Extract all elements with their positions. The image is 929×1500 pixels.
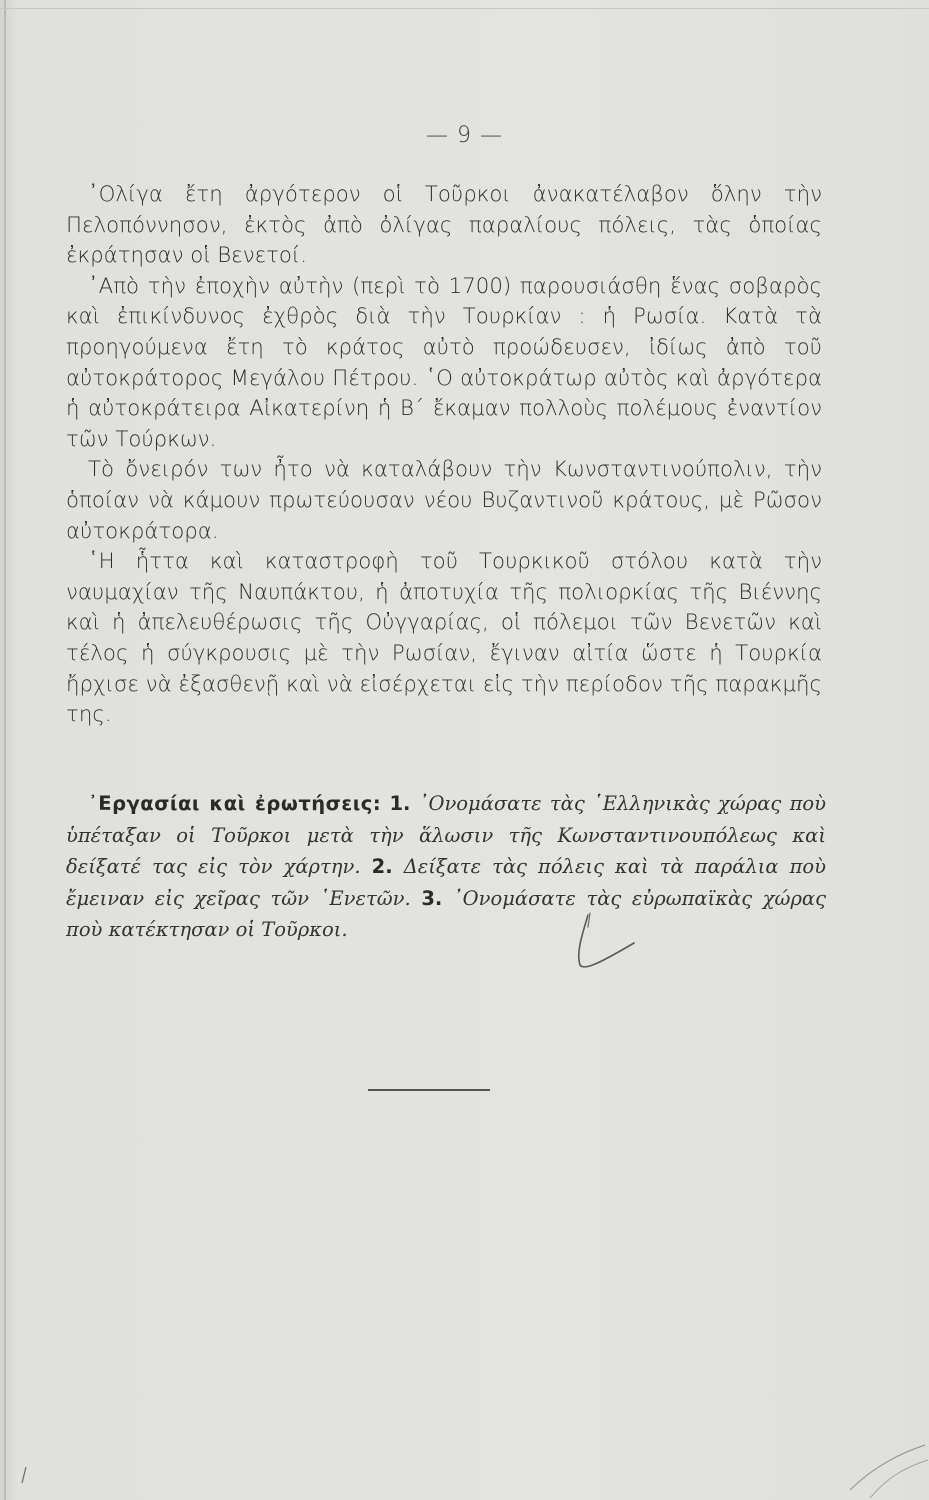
- pencil-scribble-icon: [840, 1440, 929, 1500]
- paragraph-2: ᾿Απὸ τὴν ἐποχὴν αὐτὴν (περὶ τὸ 1700) παρουσιάσθη ἕνας σοβαρὸς καὶ ἐπικίνδυνος ἐχθρὸς διὰ τὴν Τουρκίαν : ἡ Ρωσία. Κατὰ τὰ προηγούμενα ἔτη τὸ κράτος αὐτὸ προώδευσεν, ἰδίως ἀπὸ τοῦ αὐτοκράτορος Μεγάλου Πέτρου. ῾Ο αὐτοκράτωρ αὐτὸς καὶ ἀργότερα ἡ αὐτοκράτειρα Αἰκατερίνη ἡ Β΄ ἔκαμαν πολλοὺς πολέμους ἐναντίον τῶν Τούρκων.: [66, 273, 822, 452]
- exercise-number-1: 1.: [389, 792, 411, 815]
- section-divider: [368, 1089, 490, 1091]
- exercises-section: [66, 788, 826, 946]
- page-number: — 9 —: [426, 123, 503, 148]
- body-text: [66, 180, 822, 731]
- paragraph-4: ῾Η ἧττα καὶ καταστροφὴ τοῦ Τουρκικοῦ στόλου κατὰ τὴν ναυμαχίαν τῆς Ναυπάκτου, ἡ ἀποτυχία τῆς πολιορκίας τῆς Βιέννης καὶ ἡ ἀπελευθέρωσις τῆς Οὐγγαρίας, οἱ πόλεμοι τῶν Βενετῶν καὶ τέλος ἡ σύγκρουσις μὲ τὴν Ρωσίαν, ἔγιναν αἰτία ὥστε ἡ Τουρκία ἤρχισε νὰ ἐξασθενῇ καὶ νὰ εἰσέρχεται εἰς τὴν περίοδον τῆς παρακμῆς της.: [66, 549, 822, 728]
- pencil-checkmark-icon: [560, 905, 640, 975]
- paragraph-3: Τὸ ὄνειρόν των ἦτο νὰ καταλάβουν τὴν Κωνσταντινούπολιν, τὴν ὁποίαν νὰ κάμουν πρωτεύουσαν νέου Βυζαντινοῦ κράτους, μὲ Ρῶσον αὐτοκράτορα.: [66, 457, 822, 544]
- exercises-paragraph: [66, 788, 826, 946]
- page-edge-left: [4, 0, 6, 1500]
- exercise-number-3: 3.: [421, 886, 443, 910]
- exercise-text-2: Δείξατε τὰς πόλεις καὶ τὰ παράλια ποὺ ἔμειναν εἰς χεῖρας τῶν ῾Ενετῶν.: [66, 855, 827, 910]
- exercise-number-2: 2.: [371, 855, 393, 878]
- exercise-text-3: ᾿Ονομάσατε τὰς εὐρωπαϊκὰς χώρας ποὺ κατέκτησαν οἱ Τοῦρκοι.: [66, 886, 827, 941]
- exercises-title: ᾿Εργασίαι καὶ ἐρωτήσεις:: [88, 792, 382, 815]
- margin-mark-icon: [20, 1465, 28, 1485]
- paragraph-1: ᾿Ολίγα ἔτη ἀργότερον οἱ Τοῦρκοι ἀνακατέλαβον ὅλην τὴν Πελοπόννησον, ἐκτὸς ἀπὸ ὀλίγας παραλίους πόλεις, τὰς ὁποίας ἐκράτησαν οἱ Βενετοί.: [66, 182, 822, 269]
- exercise-text-1: ᾿Ονομάσατε τὰς ῾Ελληνικὰς χώρας ποὺ ὑπέταξαν οἱ Τοῦρκοι μετὰ τὴν ἅλωσιν τῆς Κωνσταντινουπόλεως καὶ δείξατέ τας εἰς τὸν χάρτην.: [66, 792, 827, 878]
- page-edge-top: [0, 8, 929, 9]
